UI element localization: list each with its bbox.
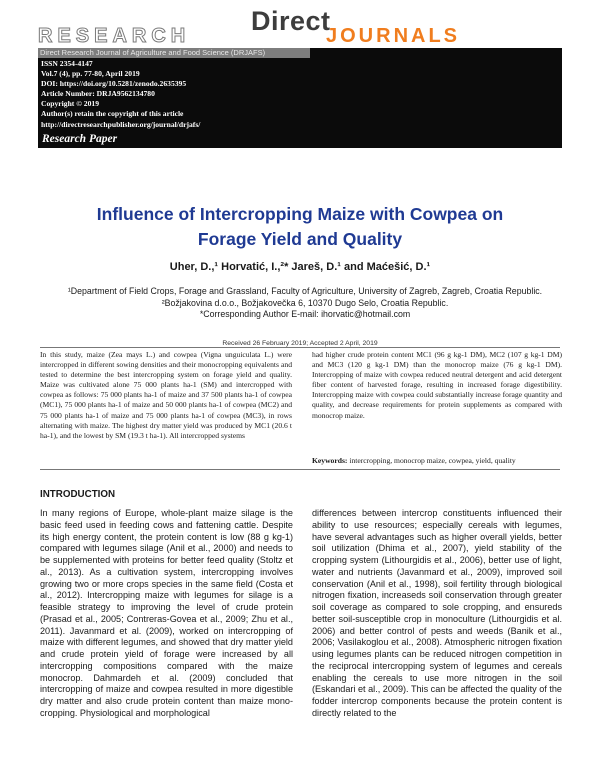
journal-url-link[interactable]: http://directresearchpublisher.org/journal/drjafs/ [41, 119, 201, 129]
keywords-list: intercropping, monocrop maize, cowpea, yield, quality [349, 456, 516, 465]
issn: ISSN 2354-4147 [41, 59, 93, 68]
logo-direct-text: Direct [251, 6, 331, 36]
corresponding-author: *Corresponding Author E-mail: ihorvatic@hotmail.com [199, 309, 411, 319]
abstract-right-column: had higher crude protein content MC1 (96 g kg-1 DM), MC2 (107 g kg-1 DM) and MC3 (120 g kg-1 DM) than the monocrop maize (76 g kg-1 DM). Intercropping of maize with cowpea reduced neutral detergent and acid detergent fiber content of harvested forage, resulting in increased forage digestibility. Intercropping maize with cowpea could substantially increase forage quantity and quality, and decrease requirements for protein supplements as compared with monocrop maize. [312, 350, 562, 420]
journal-logo [38, 6, 558, 48]
author-list: Uher, D.,¹ Horvatić, I.,²* Jareš, D.¹ and Maćešić, D.¹ [169, 261, 431, 273]
affiliations [60, 286, 550, 321]
article-number: Article Number: DRJA9562134780 [41, 89, 155, 99]
keywords [312, 456, 562, 466]
title-line-1: Influence of Intercropping Maize with Cowpea on [96, 204, 504, 224]
volume-info: Vol.7 (4), pp. 77-80, April 2019 [41, 69, 140, 79]
journal-name: Direct Research Journal of Agriculture and Food Science (DRJAFS) [38, 48, 310, 58]
body-left-column: In many regions of Europe, whole-plant maize silage is the basic feed used in feeding cows and fattening cattle. Despite its high energy content, the protein content is low (88 g kg-1) compared with legumes silage (Anil et al., 2000) and needs to be supplemented with proteins for better feed quality (Stoltz et al., 2013). As a cultivation system, intercropping involves growing two or more crops species in the same field (Costa et al., 2012). Intercropping maize with legumes for silage is a feasible strategy to improving the level of crude protein (Prasad et al., 2005; Contreras-Govea et al., 2009; Zhu et al., 2011). Javanmard et al. (2009), worked on intercropping of maize with different legumes, and showed that dry matter yield and crude protein yield of forage were increased by all intercropping compositions compared with the maize monocrop. Dahmardeh et al. (2009) concluded that intercropping of maize and cowpea resulted in more digestible dry matter and also crude protein content than maize mono-cropping. Physiological and morphological [40, 508, 293, 718]
abstract-rule-bottom [40, 469, 560, 470]
paper-title [40, 202, 560, 252]
rights-notice: Author(s) retain the copyright of this article [41, 109, 184, 119]
article-meta [41, 59, 200, 130]
body-right-column: differences between intercrop constituents influenced their ability to use resources; especially cereals with legumes, have several advantages such as higher overall yields, better soil utilization (Dhima et al., 2007), yield stability of the cropping system (Lithourgidis et al., 2006), better use of light, water and nutrients (Javanmard et al., 2009), improved soil conservation (Anil et al., 1998), soil fertility through biological nitrogen fixation, increaseds soil conservation through greater soil coverage as compared to sole cropping, and ensureds better soil-susceptible crop in monoculture (Lithourgidis et al. 2006) and better control of pests and weeds (Banik et al., 2006; Vasilakoglou et al., 2008). Atmospheric nitrogen fixation using legumes plants can be reduced nitrogen competition in the reciprocal intercropping system of legumes and cereals enabling the cereals to use more nitrogen in the soil (Eskandari et al., 2009). This can be affected the quality of the fodder intercrop components because the protein content is directly related to the [312, 508, 562, 718]
abstract-rule-top [40, 347, 560, 348]
section-heading-introduction: INTRODUCTION [40, 489, 116, 500]
logo-journals-text: JOURNALS [326, 25, 461, 47]
doi-link[interactable]: DOI: https://doi.org/10.5281/zenodo.2635395 [41, 79, 187, 89]
keywords-label: Keywords: [312, 456, 348, 465]
logo-research-text: RESEARCH [38, 25, 191, 47]
affiliation-2: ²Božjakovina d.o.o., Božjakovečka 6, 10370 Dugo Selo, Croatia Republic. [161, 297, 449, 308]
copyright: Copyright © 2019 [41, 99, 99, 109]
abstract-left-column: In this study, maize (Zea mays L.) and cowpea (Vigna unguiculata L.) were intercropped in different sowing densities and their monocropping equivalents and tested to determine the best intercropping system on forage yield and quality. Maize was cultivated alone 75 000 plants ha-1 (SM) and intercropped with cowpea as follows: 75 000 plants ha-1 of maize and 37 500 plants ha-1 of cowpea (MC1), 75 000 plants ha-1 of maize and 50 000 plants ha-1 of cowpea (MC2) and 75 000 plants ha-1 of maize and 75 000 plants ha-1 of cowpea (MC3), in rows alternating with maize. The highest dry matter yield was produced by MC1 (20.6 t ha-1), and the lowest by SM (19.3 t ha-1). All intercropped systems [40, 350, 292, 440]
title-line-2: Forage Yield and Quality [197, 229, 403, 249]
affiliation-1: ¹Department of Field Crops, Forage and Grassland, Faculty of Agriculture, University of Zagreb, Zagreb, Croatia Republic. [67, 286, 543, 296]
received-dates: Received 26 February 2019; Accepted 2 April, 2019 [222, 340, 378, 347]
article-type: Research Paper [42, 133, 118, 145]
